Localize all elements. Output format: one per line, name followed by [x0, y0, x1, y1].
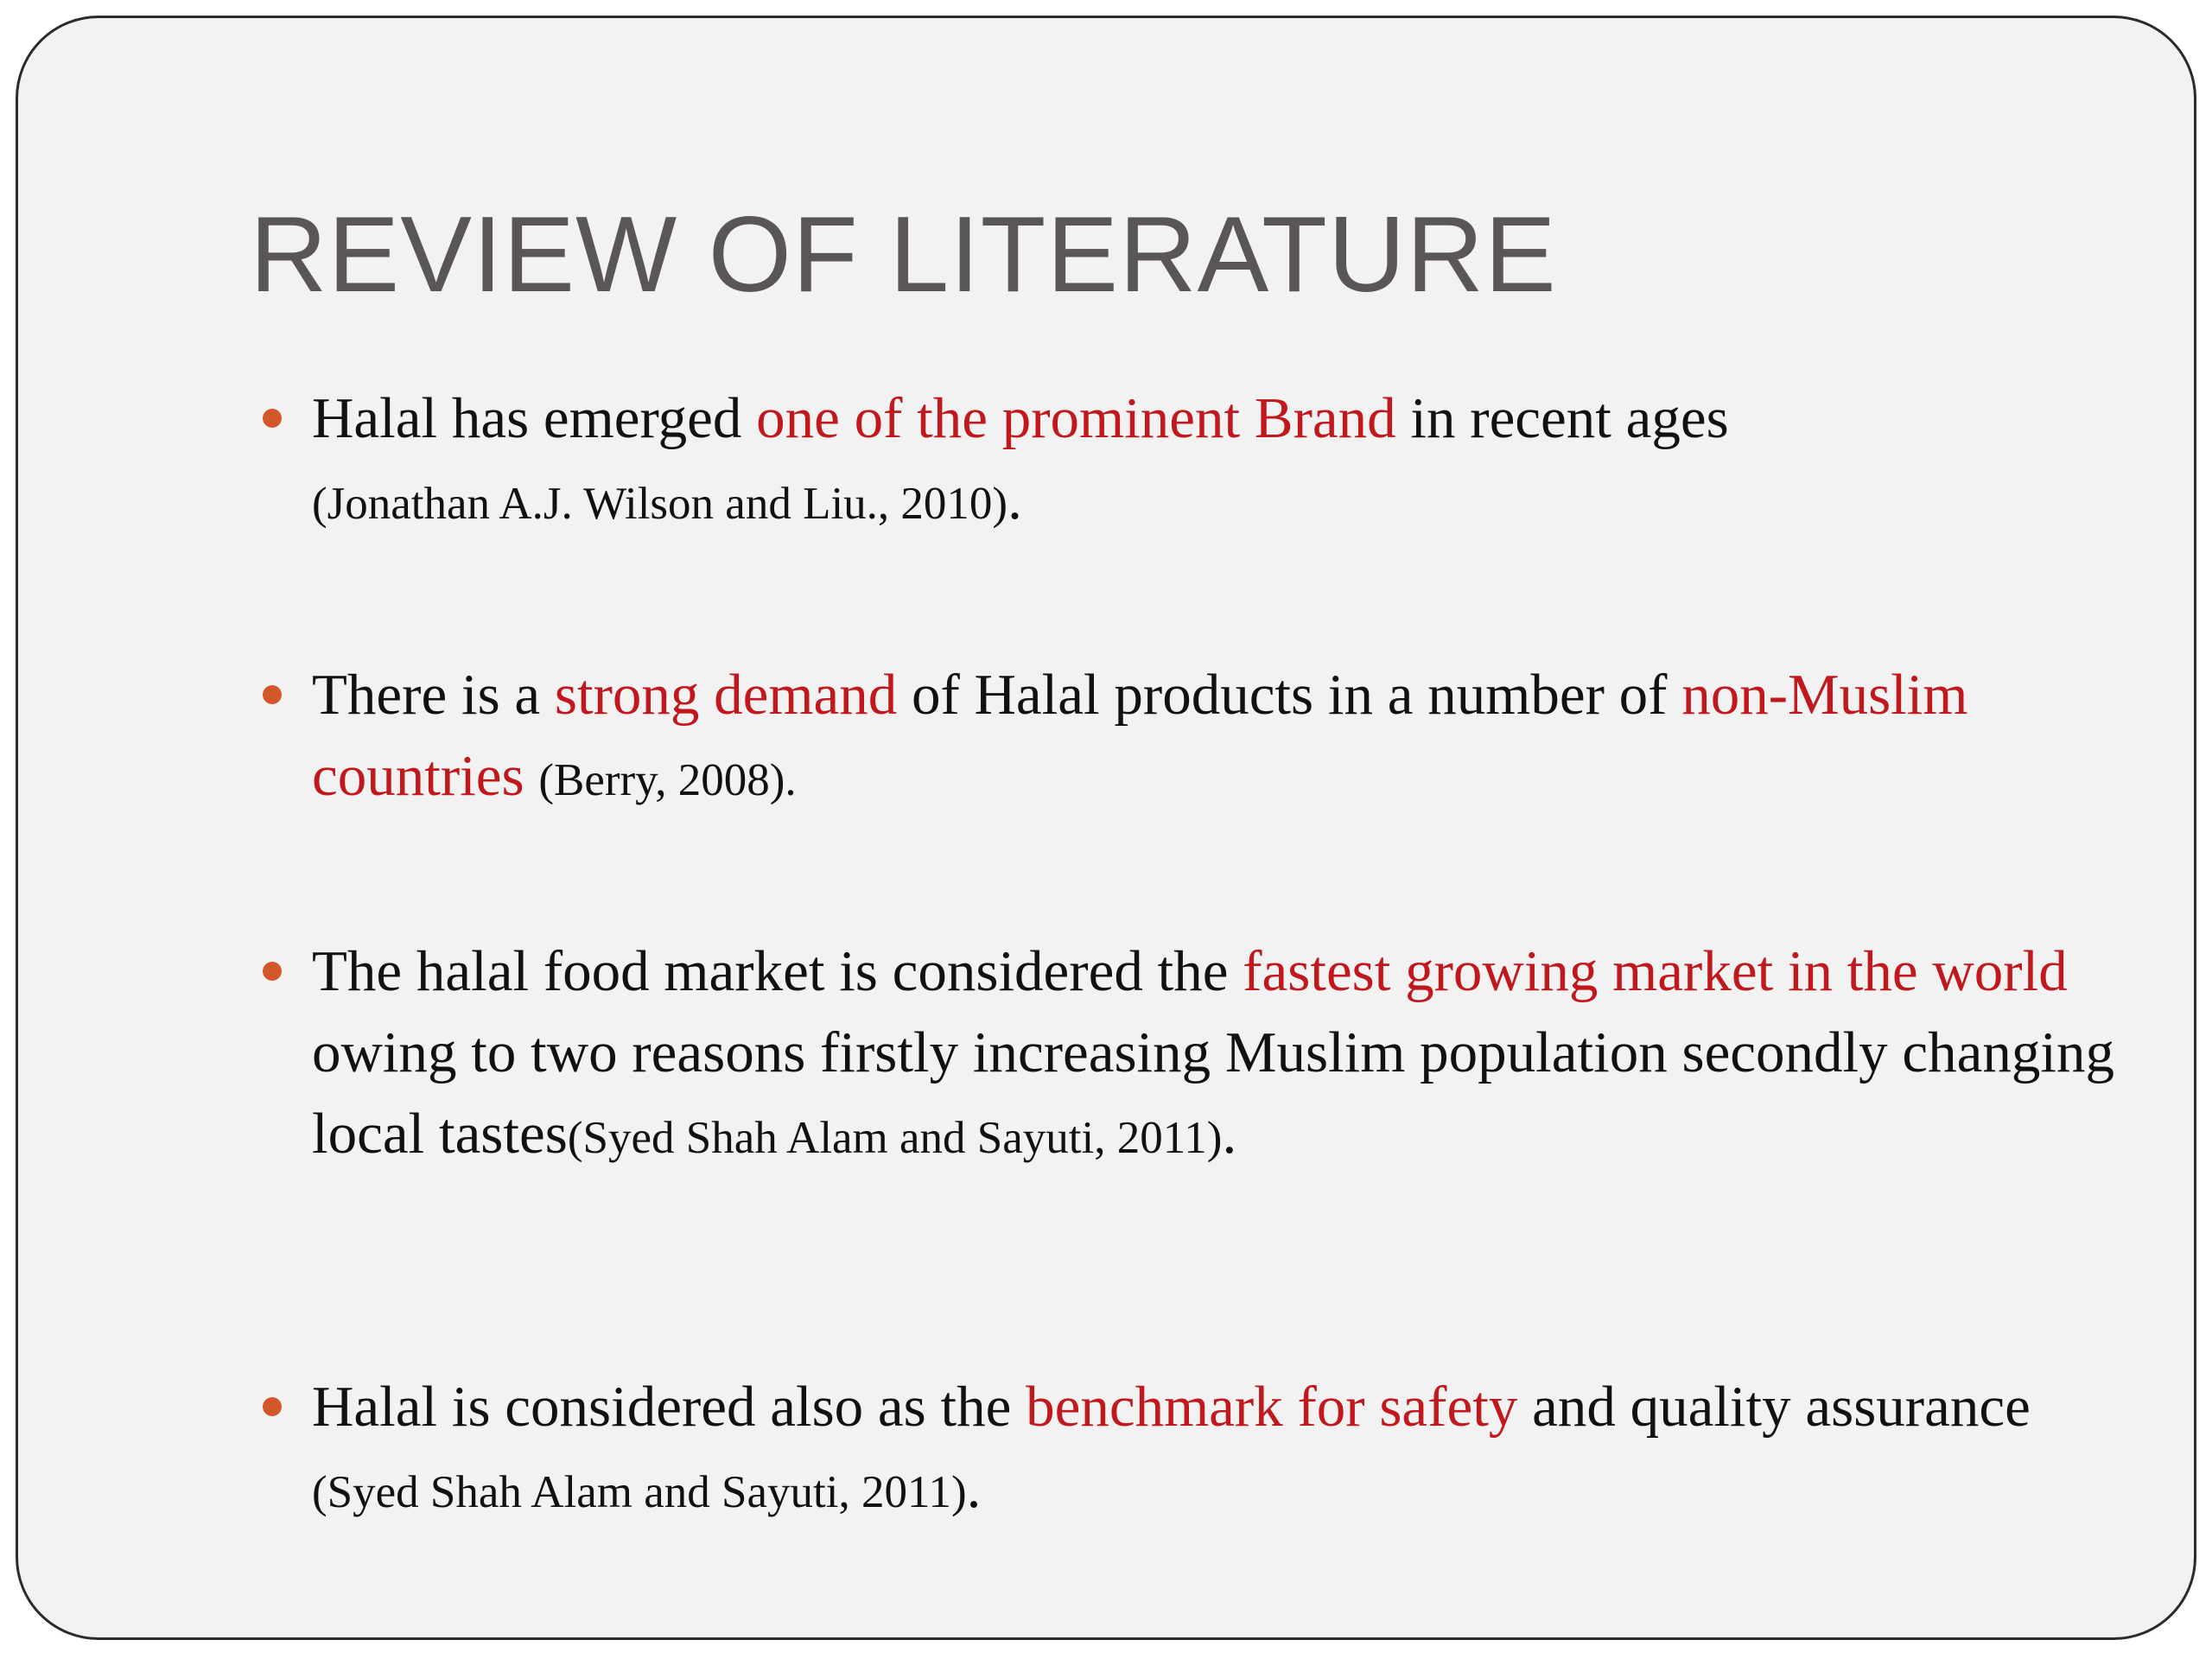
bullet-item — [312, 654, 2118, 821]
bullet-text: . — [1007, 467, 1022, 531]
highlighted-phrase: fastest growing market in the world — [1243, 939, 2068, 1003]
bullet-text: in recent ages — [1395, 386, 1729, 450]
citation: (Syed Shah Alam and Sayuti, 2011) — [312, 1467, 967, 1517]
citation: (Berry, 2008). — [538, 755, 797, 805]
bullet-text: and quality assurance — [1517, 1375, 2031, 1439]
bullet-dot-icon — [263, 409, 282, 428]
bullet-list — [18, 18, 2194, 1637]
bullet-item — [312, 1366, 2118, 1533]
highlighted-phrase: one of the prominent Brand — [756, 386, 1396, 450]
bullet-item — [312, 931, 2118, 1179]
bullet-dot-icon — [263, 1397, 282, 1416]
highlighted-phrase: strong demand — [554, 663, 898, 727]
bullet-text: . — [1222, 1102, 1237, 1166]
citation: (Syed Shah Alam and Sayuti, 2011) — [567, 1113, 1223, 1163]
bullet-text: . — [966, 1456, 982, 1520]
slide-title: REVIEW OF LITERATURE — [250, 195, 1557, 315]
bullet-text — [524, 744, 539, 808]
highlighted-phrase: benchmark for safety — [1026, 1375, 1518, 1439]
bullet-text: The halal food market is considered the — [312, 939, 1243, 1003]
bullet-text: Halal has emerged — [312, 386, 757, 450]
bullet-text: There is a — [312, 663, 555, 727]
bullet-dot-icon — [263, 685, 282, 704]
bullet-dot-icon — [263, 962, 282, 981]
slide-frame — [16, 16, 2196, 1640]
highlighted-phrase: non-Muslim countries — [312, 663, 1968, 808]
bullet-text: Halal is considered also as the — [312, 1375, 1027, 1439]
bullet-text: owing to two reasons firstly increasing Muslim population secondly changing local tastes — [312, 1020, 2114, 1166]
bullet-text: of Halal products in a number of — [897, 663, 1682, 727]
bullet-item — [312, 378, 2118, 544]
citation: (Jonathan A.J. Wilson and Liu., 2010) — [312, 479, 1008, 529]
